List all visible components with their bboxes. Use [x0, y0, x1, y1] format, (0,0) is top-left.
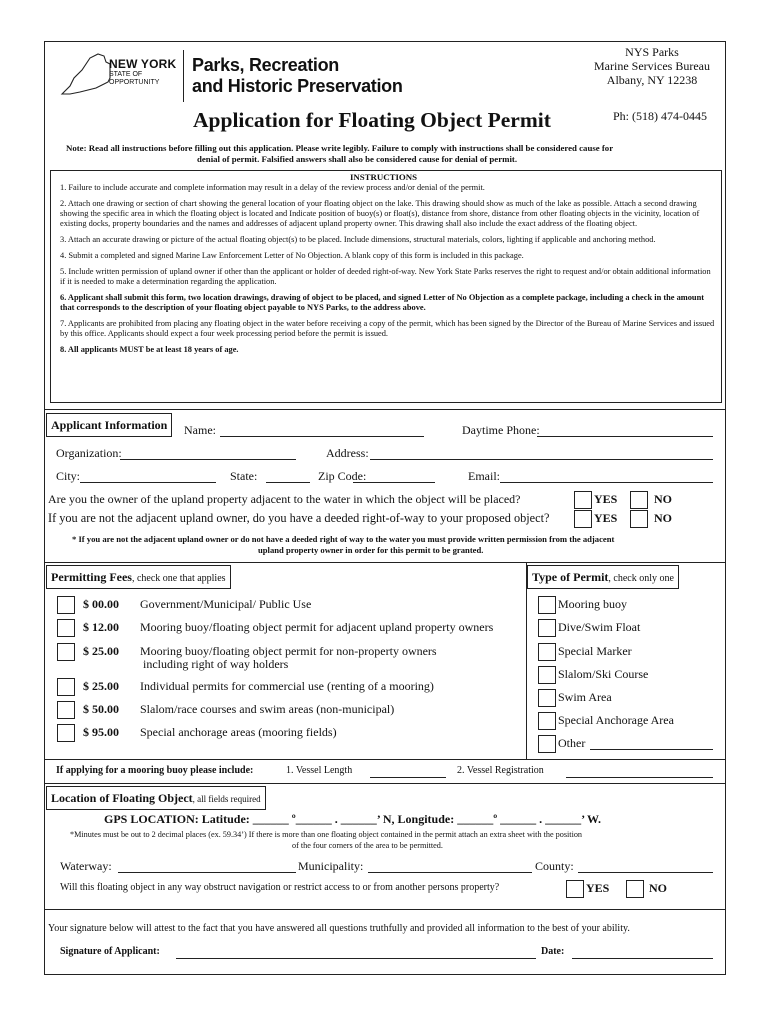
- ny-logo-line2: STATE OF: [109, 71, 143, 78]
- municipality-label: Municipality:: [298, 859, 364, 873]
- permit-type-label: Mooring buoy: [558, 597, 627, 611]
- location-title-suffix: , all fields required: [192, 794, 261, 804]
- section-divider: [44, 783, 726, 784]
- ny-logo-line3: OPPORTUNITY: [109, 79, 160, 86]
- owner-yes-checkbox[interactable]: [574, 491, 592, 509]
- address-field[interactable]: [370, 459, 713, 460]
- owner-no-label: NO: [654, 492, 672, 506]
- fee-checkbox[interactable]: [57, 678, 75, 696]
- phone-field[interactable]: [537, 436, 713, 437]
- mooring-label: If applying for a mooring buoy please include:: [56, 765, 254, 776]
- fee-checkbox[interactable]: [57, 619, 75, 637]
- instruction-item: 2. Attach one drawing or section of chart showing the general location of your floating object on the lake. This drawing should show as much of the lake as possible. Attach a second drawing showing the specific area in which the floating object is located and Indicate position of buoy(s) or float(s), distance from shore, distance from other floating objects in the vicinity, location of existing docks, property boundaries and the names and addresses of adjacent upland property owner. This drawing shall also include the exact address of the floating object.: [60, 199, 700, 228]
- obstruct-yes-label: YES: [586, 881, 610, 895]
- name-label: Name:: [184, 423, 216, 437]
- vessel-registration-label: 2. Vessel Registration: [457, 765, 544, 776]
- note-line2: denial of permit. Falsified answers shall also be considered cause for denial of permit.: [197, 154, 518, 164]
- state-label: State:: [230, 469, 258, 483]
- permit-type-checkbox[interactable]: [538, 643, 556, 661]
- instruction-item: 1. Failure to include accurate and complete information may result in a delay of the review process and/or denial of the permit.: [60, 183, 485, 192]
- fee-description: Mooring buoy/floating object permit for adjacent upland property owners: [140, 620, 494, 634]
- fee-amount: $ 50.00: [83, 702, 119, 716]
- permit-type-title-text: Type of Permit: [532, 570, 609, 584]
- permit-type-label: Dive/Swim Float: [558, 620, 641, 634]
- obstruct-yes-checkbox[interactable]: [566, 880, 584, 898]
- address-line: Marine Services Bureau: [594, 59, 710, 73]
- county-field[interactable]: [578, 872, 713, 873]
- instruction-item: 4. Submit a completed and signed Marine Law Enforcement Letter of No Objection. A blank copy of this form is included in this package.: [60, 251, 524, 260]
- permit-type-checkbox[interactable]: [538, 619, 556, 637]
- permit-type-label: Slalom/Ski Course: [558, 667, 649, 681]
- vessel-length-label: 1. Vessel Length: [286, 765, 353, 776]
- permit-type-label: Swim Area: [558, 690, 612, 704]
- fee-amount: $ 25.00: [83, 679, 119, 693]
- instruction-item: 8. All applicants MUST be at least 18 years of age.: [60, 345, 239, 354]
- instruction-item: 5. Include written permission of upland owner if other than the applicant or holder of deeded right-of-way. New York State Parks reserves the right to request and/or obtain additional information if it is needed to make a determination regarding the application.: [60, 267, 711, 286]
- waterway-label: Waterway:: [60, 859, 112, 873]
- fee-description: Special anchorage areas (mooring fields): [140, 725, 337, 739]
- applicant-footnote-line1: * If you are not the adjacent upland owner or do not have a deeded right of way to the water you must provide written permission from the adjacent: [72, 534, 615, 544]
- section-divider: [44, 409, 726, 410]
- obstruct-question: Will this floating object in any way obstruct navigation or restrict access to or from another persons property?: [60, 882, 500, 893]
- fee-description-cont: including right of way holders: [143, 657, 289, 671]
- vessel-registration-field[interactable]: [566, 777, 713, 778]
- permit-type-label: Other: [558, 736, 586, 750]
- date-field[interactable]: [572, 958, 713, 959]
- permit-type-checkbox[interactable]: [538, 735, 556, 753]
- agency-name-line2: and Historic Preservation: [192, 76, 403, 96]
- row-yes-checkbox[interactable]: [574, 510, 592, 528]
- fee-amount: $ 12.00: [83, 620, 119, 634]
- bureau-address: [582, 45, 722, 87]
- owner-question: Are you the owner of the upland property adjacent to the water in which the object will be placed?: [48, 492, 521, 506]
- address-line: Albany, NY 12238: [606, 73, 698, 87]
- org-label: Organization:: [56, 446, 122, 460]
- date-label: Date:: [541, 946, 565, 957]
- permit-type-other-field[interactable]: [590, 749, 713, 750]
- logo-divider: [183, 50, 184, 102]
- obstruct-no-checkbox[interactable]: [626, 880, 644, 898]
- permit-type-checkbox[interactable]: [538, 689, 556, 707]
- signature-label: Signature of Applicant:: [60, 946, 160, 957]
- permit-type-section-title: [527, 565, 679, 589]
- zip-label: Zip Code:: [318, 469, 367, 483]
- section-divider: [44, 909, 726, 910]
- fee-description: Individual permits for commercial use (renting of a mooring): [140, 679, 434, 693]
- bureau-phone: Ph: (518) 474-0445: [613, 109, 707, 123]
- obstruct-no-label: NO: [649, 881, 667, 895]
- city-field[interactable]: [80, 482, 216, 483]
- applicant-footnote-line2: upland property owner in order for this permit to be granted.: [258, 545, 484, 555]
- city-label: City:: [56, 469, 81, 483]
- location-section-title: [46, 786, 266, 810]
- fee-amount: $ 95.00: [83, 725, 119, 739]
- section-divider: [44, 759, 726, 760]
- fee-amount: $ 00.00: [83, 597, 119, 611]
- row-no-label: NO: [654, 511, 672, 525]
- instruction-item: 6. Applicant shall submit this form, two location drawings, drawing of object to be placed, and signed Letter of No Objection as a complete package, including a check in the amount that corresponds to the description of your floating object payable to NYS Parks, to the address above.: [60, 293, 705, 312]
- instructions-heading: INSTRUCTIONS: [350, 172, 417, 182]
- permit-type-label: Special Anchorage Area: [558, 713, 674, 727]
- fee-checkbox[interactable]: [57, 701, 75, 719]
- page-title: Application for Floating Object Permit: [193, 108, 551, 132]
- row-no-checkbox[interactable]: [630, 510, 648, 528]
- fee-checkbox[interactable]: [57, 596, 75, 614]
- county-label: County:: [535, 859, 574, 873]
- attestation-text: Your signature below will attest to the fact that you have answered all questions truthfully and provided all information to the best of your ability.: [48, 923, 630, 934]
- section-divider: [44, 562, 726, 563]
- gps-note-line1: *Minutes must be out to 2 decimal places (ex. 59.34’) If there is more than one floating object contained in the permit attach an extra sheet with the position: [70, 830, 583, 839]
- permit-type-label: Special Marker: [558, 644, 632, 658]
- applicant-section-title: Applicant Information: [46, 413, 172, 437]
- vessel-length-field[interactable]: [370, 777, 446, 778]
- fee-checkbox[interactable]: [57, 643, 75, 661]
- fee-checkbox[interactable]: [57, 724, 75, 742]
- org-field[interactable]: [120, 459, 296, 460]
- instruction-item: 7. Applicants are prohibited from placing any floating object in the water before receiving a copy of the permit, which has been signed by the Director of the Bureau of Marine Services and issued by this office. Applicants should expect a four week processing period before the permit is issued.: [60, 319, 715, 338]
- address-line: NYS Parks: [625, 45, 679, 59]
- instruction-item: 3. Attach an accurate drawing or picture of the actual floating object(s) to be placed. Include dimensions, structural materials, colors, lighting if applicable and anchoring method.: [60, 235, 656, 244]
- fees-title-suffix: , check one that applies: [131, 573, 226, 584]
- fees-title-text: Permitting Fees: [51, 570, 132, 584]
- permit-type-checkbox[interactable]: [538, 712, 556, 730]
- email-field[interactable]: [500, 482, 713, 483]
- row-yes-label: YES: [594, 511, 618, 525]
- permit-type-title-suffix: , check only one: [608, 573, 674, 584]
- name-field[interactable]: [220, 436, 424, 437]
- permit-type-checkbox[interactable]: [538, 666, 556, 684]
- state-field[interactable]: [266, 482, 310, 483]
- email-label: Email:: [468, 469, 500, 483]
- zip-field[interactable]: [353, 482, 435, 483]
- location-title-text: Location of Floating Object: [51, 791, 193, 805]
- note-line1: Note: Read all instructions before filling out this application. Please write legibly. Failure to comply with instructions shall be considered cause for: [66, 143, 614, 153]
- permit-column-divider: [526, 562, 527, 759]
- permit-type-checkbox[interactable]: [538, 596, 556, 614]
- phone-label: Daytime Phone:: [462, 423, 540, 437]
- municipality-field[interactable]: [368, 872, 532, 873]
- waterway-field[interactable]: [118, 872, 296, 873]
- ny-logo-line1: NEW YORK: [109, 57, 177, 71]
- fee-description: Mooring buoy/floating object permit for non-property owners: [140, 644, 437, 658]
- owner-no-checkbox[interactable]: [630, 491, 648, 509]
- owner-yes-label: YES: [594, 492, 618, 506]
- address-label: Address:: [326, 446, 369, 460]
- instructions-list: [60, 183, 716, 355]
- fee-description: Government/Municipal/ Public Use: [140, 597, 312, 611]
- fees-section-title: [46, 565, 231, 589]
- gps-location[interactable]: GPS LOCATION: Latitude: ______ º______ . ______’ N, Longitude: ______º ______ . ______’ W.: [104, 812, 601, 826]
- signature-field[interactable]: [176, 958, 536, 959]
- fee-description: Slalom/race courses and swim areas (non-municipal): [140, 702, 395, 716]
- agency-name-line1: Parks, Recreation: [192, 55, 339, 75]
- fee-amount: $ 25.00: [83, 644, 119, 658]
- gps-note-line2: of the four corners of the area to be permitted.: [292, 841, 443, 850]
- row-question: If you are not the adjacent upland owner, do you have a deeded right-of-way to your proposed object?: [48, 511, 550, 525]
